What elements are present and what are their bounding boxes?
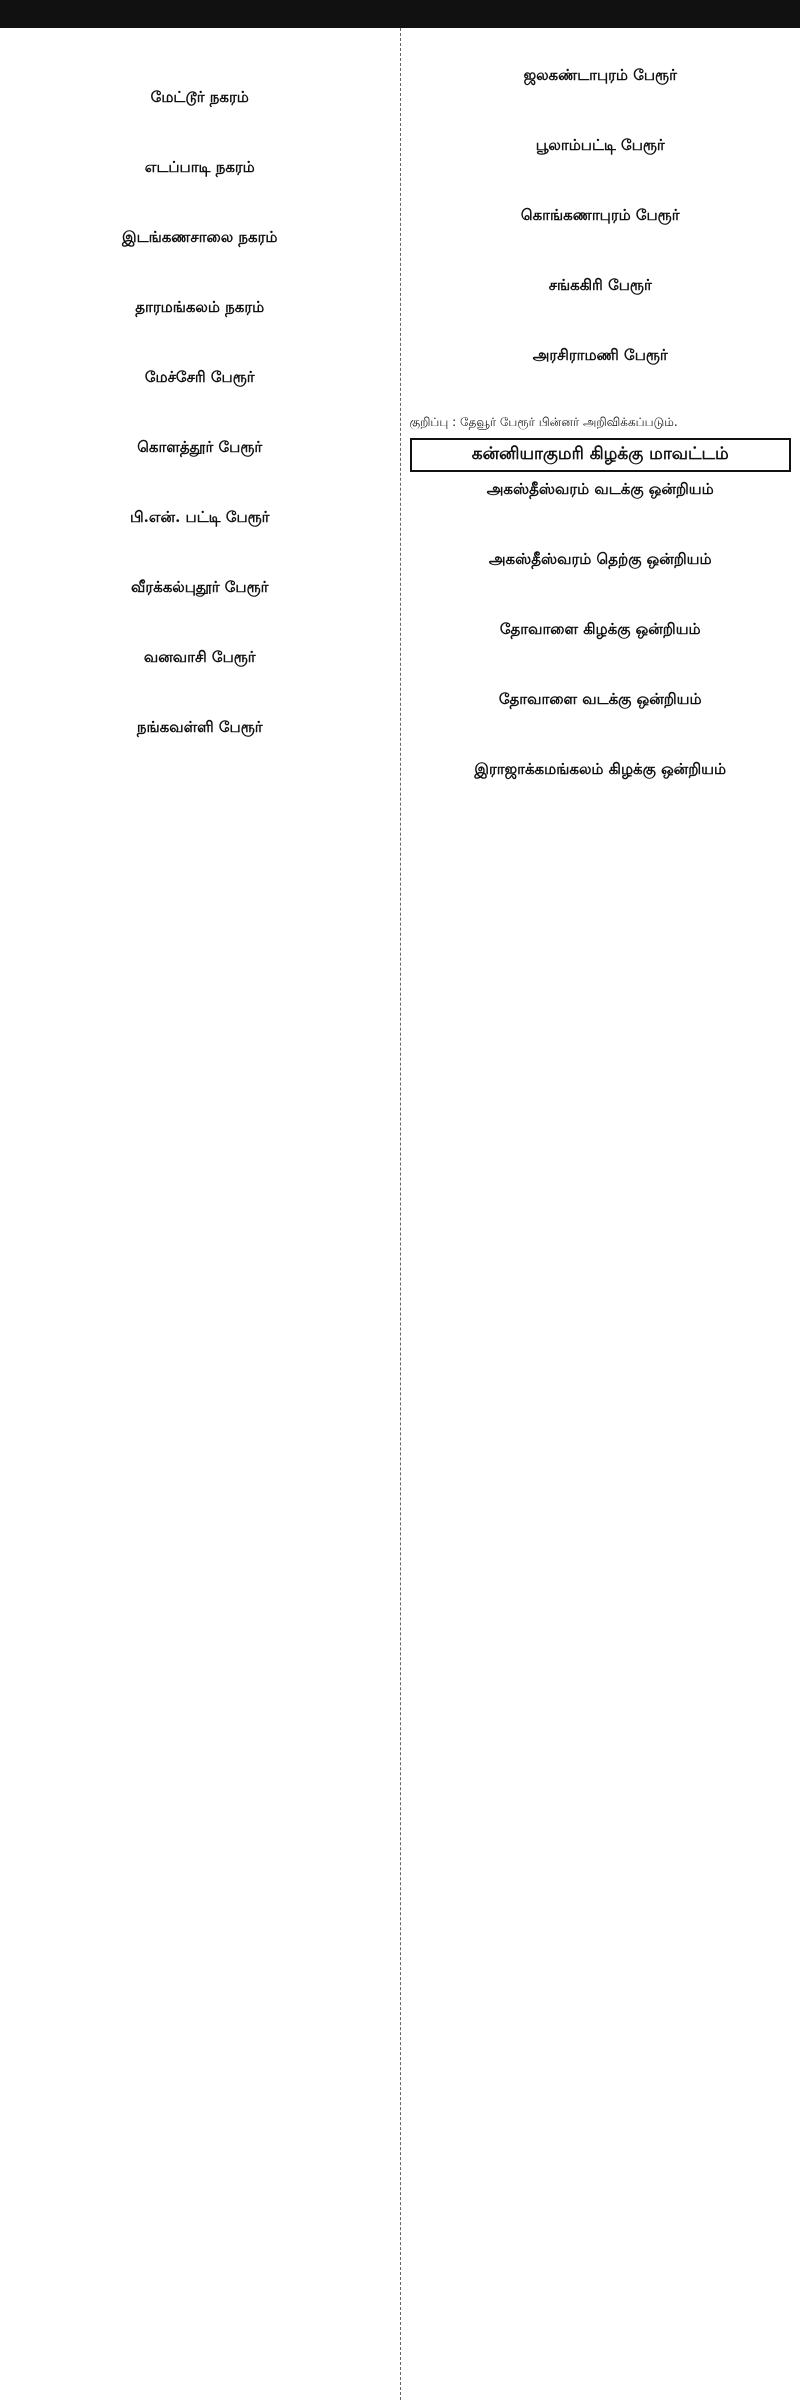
member-paragraph	[9, 204, 391, 220]
listing-entry	[410, 480, 792, 542]
member-paragraph	[410, 574, 792, 590]
section-heading: இடங்கணசாலை நகரம்	[122, 228, 278, 246]
listing-entry	[410, 550, 792, 612]
member-paragraph	[9, 554, 391, 570]
listing-entry	[410, 438, 792, 472]
listing-entry	[410, 346, 792, 408]
listing-entry	[9, 42, 391, 80]
member-paragraph	[410, 182, 792, 198]
listing-entry	[9, 578, 391, 640]
member-paragraph	[410, 666, 792, 682]
member-paragraph	[410, 806, 792, 822]
listing-entry	[410, 620, 792, 682]
member-paragraph	[9, 134, 391, 150]
section-heading: பூலாம்பட்டி பேரூர்	[535, 136, 665, 154]
listing-entry	[410, 760, 792, 822]
member-paragraph	[410, 392, 792, 408]
member-paragraph	[9, 672, 391, 688]
member-paragraph	[9, 182, 391, 198]
member-paragraph	[410, 526, 792, 542]
section-heading: நங்கவள்ளி பேரூர்	[136, 718, 263, 736]
member-paragraph	[410, 714, 792, 730]
member-paragraph	[9, 64, 391, 80]
section-heading: இராஜாக்கமங்கலம் கிழக்கு ஒன்றியம்	[474, 760, 727, 778]
listing-entry	[9, 228, 391, 290]
right-column	[401, 28, 800, 2400]
member-paragraph	[9, 624, 391, 640]
listing-entry	[9, 298, 391, 360]
district-banner: கன்னியாகுமரி கிழக்கு மாவட்டம்	[410, 438, 792, 472]
member-paragraph	[9, 602, 391, 618]
member-paragraph	[9, 252, 391, 268]
member-paragraph	[9, 274, 391, 290]
member-paragraph	[9, 694, 391, 710]
section-heading: வீரக்கல்புதூர் பேரூர்	[131, 578, 269, 596]
member-paragraph	[410, 42, 792, 58]
member-paragraph	[9, 344, 391, 360]
section-heading: மேட்டூர் நகரம்	[150, 88, 249, 106]
member-paragraph	[410, 370, 792, 386]
member-paragraph	[9, 322, 391, 338]
member-paragraph	[9, 392, 391, 408]
listing-entry	[410, 66, 792, 128]
member-paragraph	[9, 532, 391, 548]
section-heading: சங்ககிரி பேரூர்	[548, 276, 652, 294]
listing-entry	[410, 690, 792, 752]
listing-entry	[9, 368, 391, 430]
section-heading: அகஸ்தீஸ்வரம் தெற்கு ஒன்றியம்	[488, 550, 712, 568]
note-text: குறிப்பு : தேவூர் பேரூர் பின்னர் அறிவிக்கப்படும்.	[409, 415, 678, 429]
section-heading: மேச்சேரி பேரூர்	[144, 368, 255, 386]
member-paragraph	[410, 596, 792, 612]
member-paragraph	[410, 736, 792, 752]
member-paragraph	[9, 462, 391, 478]
member-paragraph	[410, 112, 792, 128]
page-banner	[0, 0, 800, 28]
member-paragraph	[9, 764, 391, 780]
member-paragraph	[9, 414, 391, 430]
section-heading: கொளத்தூர் பேரூர்	[137, 438, 263, 456]
section-heading: வனவாசி பேரூர்	[143, 648, 256, 666]
member-paragraph	[410, 230, 792, 246]
listing-entry	[9, 158, 391, 220]
member-paragraph	[410, 160, 792, 176]
section-heading: எடப்பாடி நகரம்	[144, 158, 255, 176]
section-heading: பி.என். பட்டி பேரூர்	[129, 508, 270, 526]
member-paragraph	[410, 300, 792, 316]
member-paragraph	[9, 42, 391, 58]
listing-entry	[410, 136, 792, 198]
member-paragraph	[410, 504, 792, 520]
page-body	[0, 28, 800, 2400]
member-paragraph	[410, 784, 792, 800]
listing-entry	[410, 276, 792, 338]
listing-entry	[410, 414, 792, 430]
member-paragraph	[9, 112, 391, 128]
section-heading: தோவாளை வடக்கு ஒன்றியம்	[498, 690, 702, 708]
listing-entry	[9, 438, 391, 500]
member-paragraph	[9, 484, 391, 500]
member-paragraph	[410, 90, 792, 106]
member-paragraph	[9, 742, 391, 758]
section-heading: கொங்கணாபுரம் பேரூர்	[520, 206, 680, 224]
listing-entry	[9, 88, 391, 150]
member-paragraph	[410, 252, 792, 268]
member-paragraph	[410, 644, 792, 660]
section-heading: ஜலகண்டாபுரம் பேரூர்	[523, 66, 677, 84]
section-heading: தாரமங்கலம் நகரம்	[135, 298, 265, 316]
listing-entry	[410, 206, 792, 268]
section-heading: அரசிராமணி பேரூர்	[532, 346, 668, 364]
section-heading: தோவாளை கிழக்கு ஒன்றியம்	[499, 620, 701, 638]
listing-entry	[9, 648, 391, 710]
member-paragraph	[410, 322, 792, 338]
listing-entry	[9, 718, 391, 780]
listing-entry	[410, 42, 792, 58]
left-column	[0, 28, 401, 2400]
section-heading: அகஸ்தீஸ்வரம் வடக்கு ஒன்றியம்	[486, 480, 714, 498]
listing-entry	[9, 508, 391, 570]
